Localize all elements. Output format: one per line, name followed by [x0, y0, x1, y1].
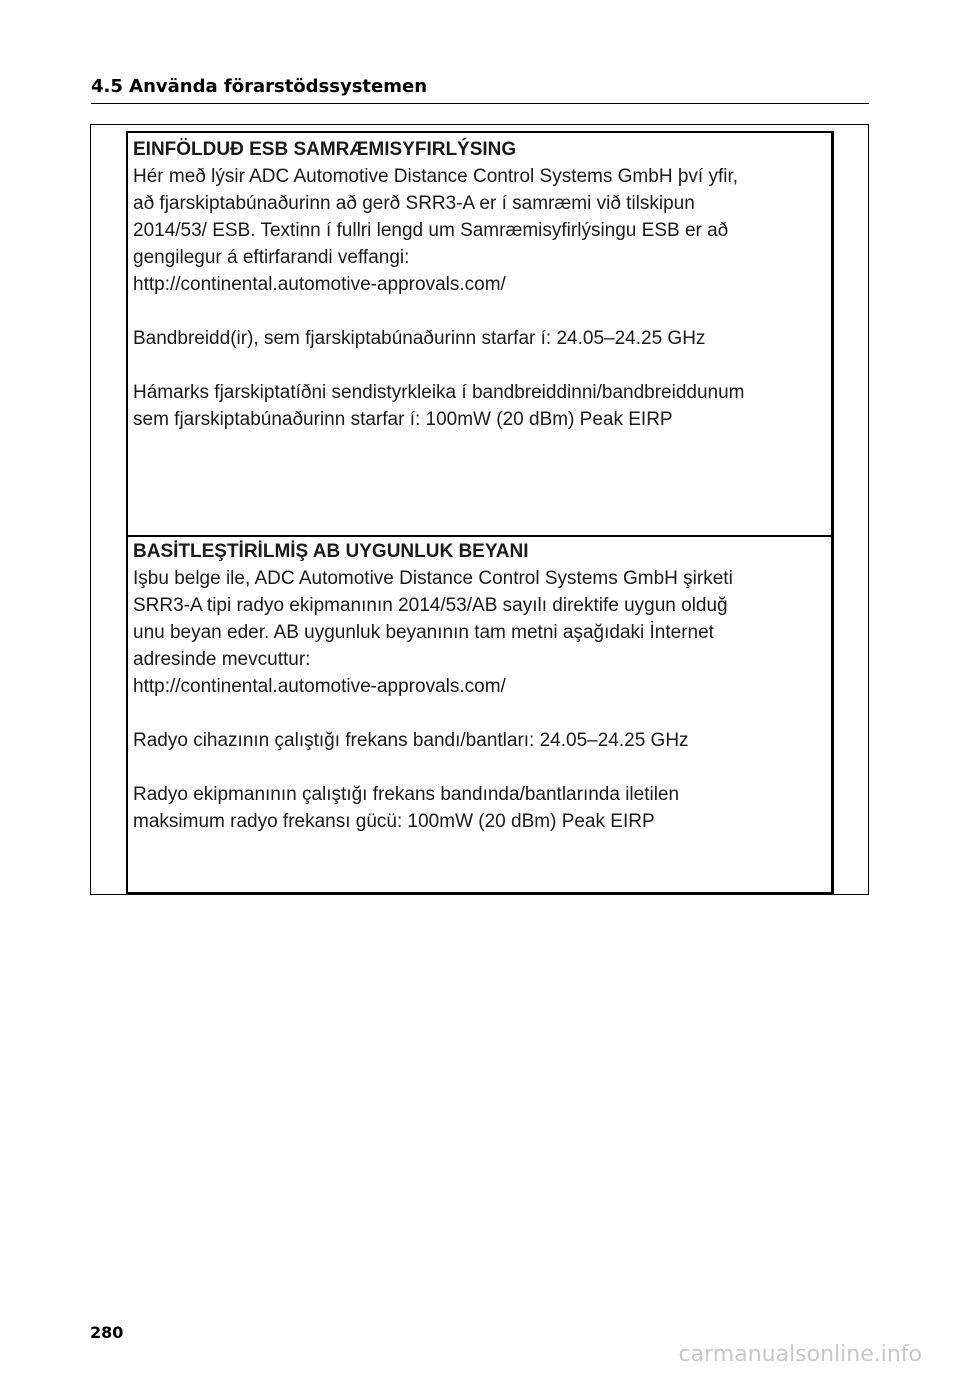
declaration-line: Hér með lýsir ADC Automotive Distance Control Systems GmbH því yfir,	[133, 166, 739, 187]
watermark: carmanualsonline.info	[678, 1342, 922, 1367]
power-text: sem fjarskiptabúnaðurinn starfar í: 100mW (20 dBm) Peak EIRP	[133, 409, 673, 430]
power-text: Hámarks fjarskiptatíðni sendistyrkleika í bandbreiddinni/bandbreiddunum	[133, 382, 745, 403]
declaration-turkish	[133, 538, 827, 835]
frequency-band-text: Bandbreidd(ir), sem fjarskiptabúnaðurinn starfar í: 24.05–24.25 GHz	[133, 328, 706, 349]
section-header: 4.5 Använda förarstödssystemen	[91, 76, 869, 104]
power-text: maksimum radyo frekansı gücü: 100mW (20 dBm) Peak EIRP	[133, 811, 655, 832]
declaration-line: SRR3-A tipi radyo ekipmanının 2014/53/AB sayılı direktife uygun olduğ	[133, 595, 728, 616]
section-divider	[128, 535, 831, 537]
declaration-title: BASİTLEŞTİRİLMİŞ AB UYGUNLUK BEYANI	[133, 541, 529, 562]
page-number: 280	[90, 1323, 124, 1342]
declaration-line: unu beyan eder. AB uygunluk beyanının tam metni aşağıdaki İnternet	[133, 622, 714, 643]
declaration-line: 2014/53/ ESB. Textinn í fullri lengd um Samræmisyfirlýsingu ESB er að	[133, 220, 729, 241]
declaration-url[interactable]: http://continental.automotive-approvals.com/	[133, 274, 506, 295]
declaration-table	[126, 131, 834, 895]
power-text: Radyo ekipmanının çalıştığı frekans bandında/bantlarında iletilen	[133, 784, 680, 805]
declaration-line: adresinde mevcuttur:	[133, 649, 311, 670]
declaration-line: gengilegur á eftirfarandi veffangi:	[133, 247, 410, 268]
declaration-line: Işbu belge ile, ADC Automotive Distance Control Systems GmbH şirketi	[133, 568, 733, 589]
declaration-url[interactable]: http://continental.automotive-approvals.com/	[133, 676, 506, 697]
declaration-icelandic	[133, 136, 827, 433]
declaration-title: EINFÖLDUÐ ESB SAMRÆMISYFIRLÝSING	[133, 139, 517, 160]
frequency-band-text: Radyo cihazının çalıştığı frekans bandı/bantları: 24.05–24.25 GHz	[133, 730, 689, 751]
declaration-line: að fjarskiptabúnaðurinn að gerð SRR3-A er í samræmi við tilskipun	[133, 193, 695, 214]
